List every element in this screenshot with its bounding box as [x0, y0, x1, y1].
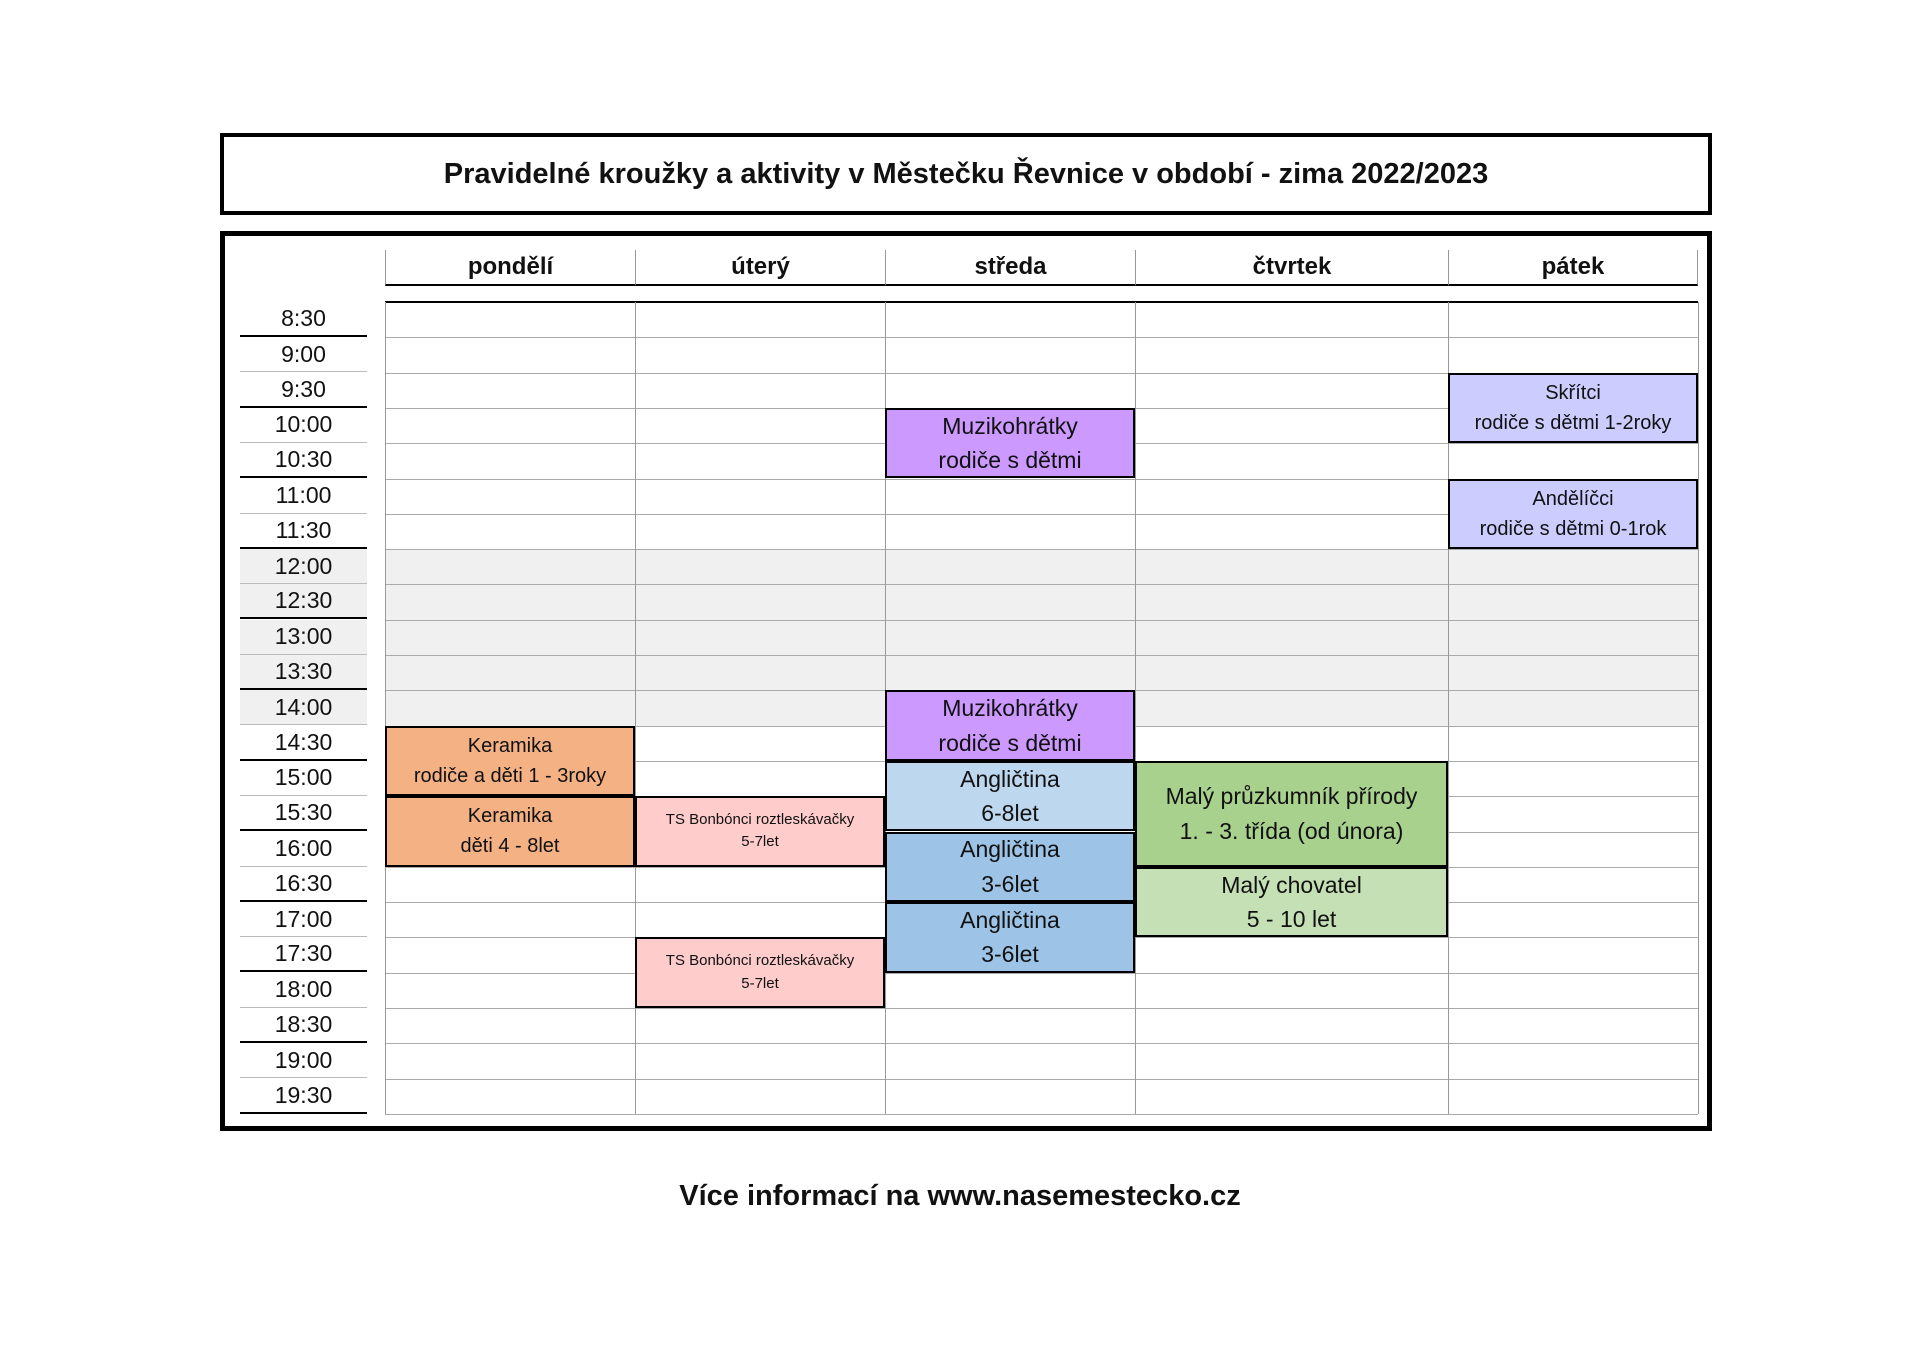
day-header-1: úterý [635, 250, 885, 286]
activity-name: Angličtina [960, 765, 1060, 792]
time-label: 10:30 [240, 443, 367, 478]
activity-block[interactable] [885, 408, 1135, 479]
activity-audience: 6-8let [981, 800, 1039, 827]
activity-block[interactable] [1448, 373, 1698, 444]
grid-row-line [385, 973, 1698, 974]
activity-block[interactable] [1135, 761, 1448, 867]
day-header-0: pondělí [385, 250, 635, 286]
activity-audience: 5-7let [741, 833, 779, 851]
activity-name: Angličtina [960, 906, 1060, 933]
day-header-4: pátek [1448, 250, 1698, 286]
activity-audience: rodiče s dětmi 0-1rok [1479, 517, 1667, 540]
time-label: 9:30 [240, 373, 367, 408]
time-label: 17:00 [240, 902, 367, 937]
activity-audience: 5 - 10 let [1246, 906, 1337, 933]
footer-info: Více informací na www.nasemestecko.cz [679, 1180, 1241, 1212]
activity-audience: rodiče s dětmi 1-2roky [1474, 411, 1672, 434]
activity-audience: rodiče s dětmi [938, 729, 1082, 756]
activity-block[interactable] [885, 690, 1135, 761]
activity-block[interactable] [385, 726, 635, 797]
activity-audience: 3-6let [981, 941, 1039, 968]
grid-column-line [1698, 302, 1699, 1114]
activity-block[interactable] [1448, 479, 1698, 550]
grid-row-line [385, 584, 1698, 585]
activity-audience: 3-6let [981, 870, 1039, 897]
grid-column-line [1135, 302, 1136, 1114]
activity-audience: 5-7let [741, 974, 779, 992]
time-label: 8:30 [240, 302, 367, 337]
activity-name: Malý průzkumník přírody [1165, 783, 1418, 810]
time-label: 13:00 [240, 620, 367, 655]
activity-block[interactable] [885, 832, 1135, 903]
time-label: 9:00 [240, 337, 367, 372]
shaded-row [386, 620, 1698, 655]
grid-row-line [385, 1043, 1698, 1044]
day-header-2: středa [885, 250, 1135, 286]
activity-name: TS Bonbónci roztleskávačky [665, 810, 855, 828]
activity-block[interactable] [385, 796, 635, 867]
grid-row-line [385, 655, 1698, 656]
activity-name: Andělíčci [1532, 487, 1614, 510]
activity-audience: rodiče s dětmi [938, 447, 1082, 474]
activity-name: Angličtina [960, 836, 1060, 863]
time-label: 10:00 [240, 408, 367, 443]
activity-block[interactable] [1135, 867, 1448, 938]
day-header-3: čtvrtek [1135, 250, 1448, 286]
time-label: 11:30 [240, 514, 367, 549]
time-label: 17:30 [240, 937, 367, 972]
activity-name: TS Bonbónci roztleskávačky [665, 952, 855, 970]
time-label: 13:30 [240, 655, 367, 690]
activity-name: Muzikohrátky [942, 695, 1078, 722]
time-label: 15:00 [240, 761, 367, 796]
grid-row-line [385, 1079, 1698, 1080]
activity-block[interactable] [635, 937, 885, 1008]
activity-block[interactable] [885, 761, 1135, 832]
time-label: 18:00 [240, 973, 367, 1008]
activity-name: Muzikohrátky [942, 412, 1078, 439]
time-label: 16:30 [240, 867, 367, 902]
page-title: Pravidelné kroužky a aktivity v Městečku Řevnice v období - zima 2022/2023 [220, 133, 1712, 215]
grid-row-line [385, 549, 1698, 550]
grid-row-line [385, 620, 1698, 621]
activity-name: Keramika [467, 805, 553, 828]
shaded-row [386, 584, 1698, 619]
grid-column-line [385, 302, 386, 1114]
time-label: 14:30 [240, 726, 367, 761]
time-label: 16:00 [240, 832, 367, 867]
time-label: 19:30 [240, 1079, 367, 1114]
activity-audience: 1. - 3. třída (od února) [1179, 817, 1404, 844]
activity-block[interactable] [635, 796, 885, 867]
activity-name: Malý chovatel [1221, 871, 1362, 898]
time-label: 12:00 [240, 549, 367, 584]
time-label: 18:30 [240, 1008, 367, 1043]
activity-audience: rodiče a děti 1 - 3roky [413, 764, 607, 787]
time-label: 15:30 [240, 796, 367, 831]
activity-block[interactable] [885, 902, 1135, 973]
shaded-row [386, 549, 1698, 584]
time-label: 19:00 [240, 1043, 367, 1078]
time-label: 12:30 [240, 584, 367, 619]
activity-audience: děti 4 - 8let [460, 835, 560, 858]
activity-name: Skřítci [1545, 381, 1601, 404]
shaded-row [386, 655, 1698, 690]
grid-row-line [385, 1008, 1698, 1009]
time-label: 14:00 [240, 690, 367, 725]
activity-name: Keramika [467, 734, 553, 757]
grid-row-line [385, 337, 1698, 338]
grid-top-line [385, 301, 1698, 303]
grid-row-line [385, 1114, 1698, 1115]
time-label: 11:00 [240, 479, 367, 514]
